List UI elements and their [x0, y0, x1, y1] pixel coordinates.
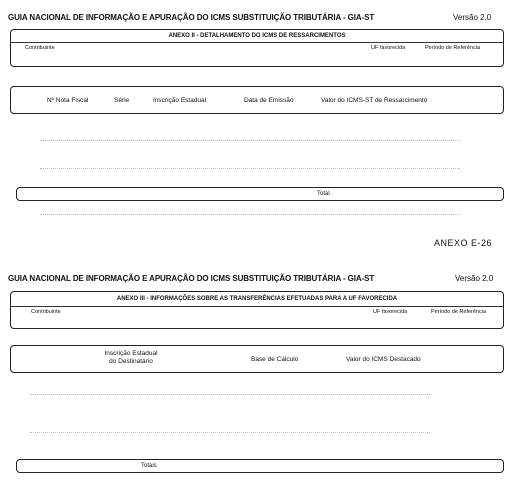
- section-b-header: GUIA NACIONAL DE INFORMAÇÃO E APURAÇÃO DO ICMS SUBSTITUIÇÃO TRIBUTÁRIA - GIA-ST: [8, 13, 375, 22]
- section-c-label-uf: UF favorecida: [373, 309, 408, 315]
- section-b-columns-box: [10, 86, 504, 114]
- section-c-label-contribuinte: Contribuinte: [31, 309, 61, 315]
- section-b-label-periodo: Período de Referência: [425, 45, 481, 51]
- section-c-identification-box: [10, 291, 504, 329]
- section-b-label-contribuinte: Contribuinte: [25, 45, 55, 51]
- section-b-col-nota-fiscal: Nº Nota Fiscal: [47, 97, 89, 104]
- section-b-col-inscricao: Inscrição Estadual: [153, 97, 207, 104]
- section-c-header: GUIA NACIONAL DE INFORMAÇÃO E APURAÇÃO DO ICMS SUBSTITUIÇÃO TRIBUTÁRIA - GIA-ST: [8, 274, 375, 283]
- section-c-columns-box: [10, 345, 504, 373]
- section-c-label-periodo: Período de Referência: [431, 309, 487, 315]
- annex-tag: ANEXO E-26: [434, 238, 493, 248]
- section-b-label-uf: UF favorecida: [371, 45, 406, 51]
- section-c-blank-row: [30, 394, 430, 395]
- section-c-box-title: ANEXO III - INFORMAÇÕES SOBRE AS TRANSFERÊNCIAS EFETUADAS PARA A UF FAVORECIDA: [116, 296, 398, 302]
- section-c-col-inscricao-line1: Inscrição Estadual: [104, 350, 158, 357]
- section-b-blank-row: [40, 168, 460, 169]
- section-c-col-inscricao-line2: do Destinatário: [109, 358, 153, 365]
- section-b-title-divider: [11, 42, 503, 43]
- section-b-col-serie: Série: [114, 97, 130, 104]
- section-c-totals-box: [16, 459, 504, 473]
- section-b-col-data-emissao: Data de Emissão: [244, 97, 294, 104]
- section-b-box-title: ANEXO II - DETALHAMENTO DO ICMS DE RESSARCIMENTOS: [168, 33, 346, 39]
- section-c-totals-label: Totais: [141, 463, 157, 469]
- section-c-col-base-calculo: Base de Cálculo: [251, 356, 299, 363]
- section-b-col-valor-icms: Valor do ICMS-ST de Ressarcimento: [321, 97, 428, 104]
- section-b-total-box: [16, 187, 504, 201]
- section-c-title-divider: [11, 306, 503, 307]
- section-b-identification-box: [10, 29, 504, 67]
- section-c-col-inscricao: [81, 350, 181, 366]
- section-c-blank-row: [30, 432, 430, 433]
- section-c-version: Versão 2.0: [455, 274, 494, 283]
- section-c-col-valor-destacado: Valor do ICMS Destacado: [346, 356, 421, 363]
- section-b-total-label: Total: [317, 191, 330, 197]
- section-b-blank-row: [40, 140, 460, 141]
- section-b-version: Versão 2.0: [453, 13, 492, 22]
- section-b-blank-row: [40, 214, 460, 215]
